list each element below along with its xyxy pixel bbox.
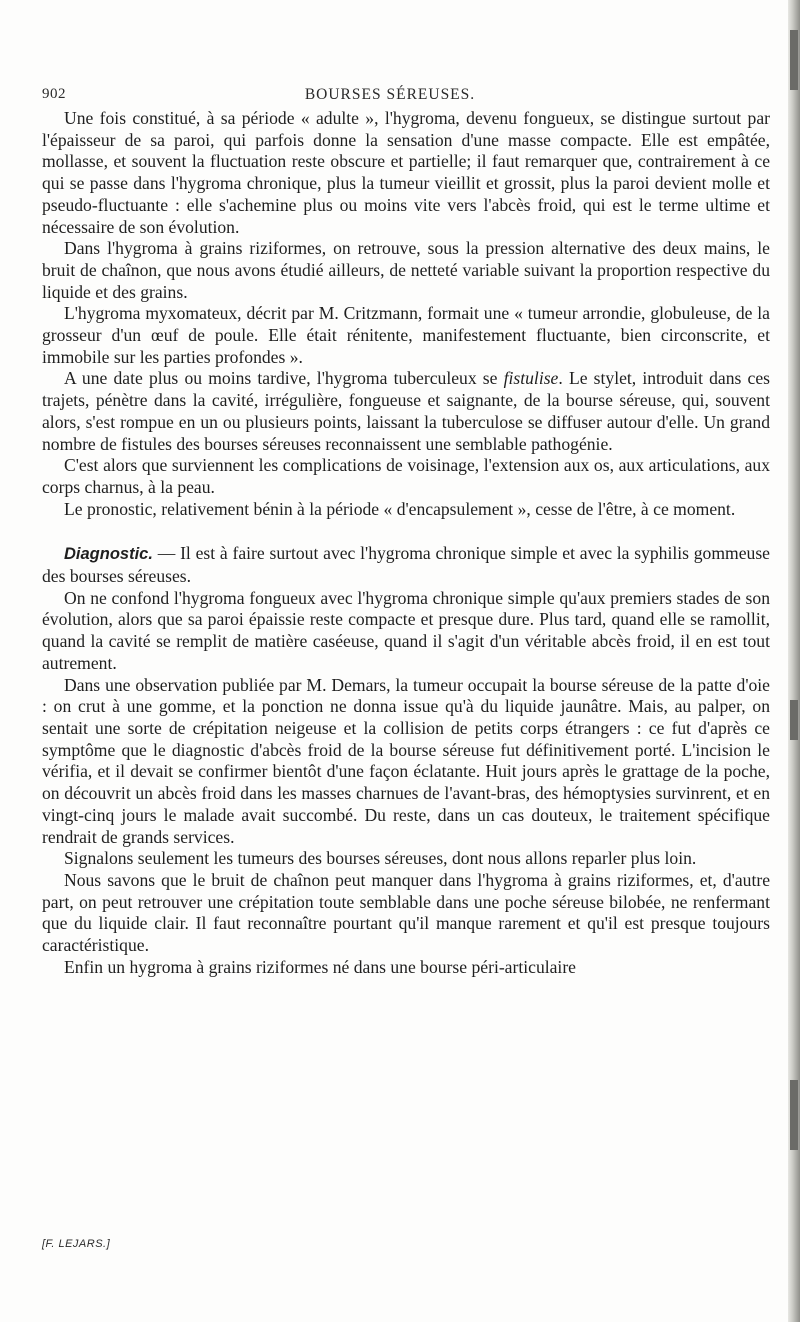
paragraph-tumors: Signalons seulement les tumeurs des bourses séreuses, dont nous allons reparler plus loin. xyxy=(64,848,697,869)
paragraph-complications: C'est alors que surviennent les complications de voisinage, l'extension aux os, aux articulations, aux corps charnus, à la peau. xyxy=(42,455,770,497)
paragraph-prognosis: Le pronostic, relativement bénin à la période « d'encapsulement », cesse de l'être, à ce moment. xyxy=(64,498,736,519)
page-number: 902 xyxy=(42,86,66,102)
paragraph-chain-noise: Nous savons que le bruit de chaînon peut manquer dans l'hygroma à grains riziformes, et, d'autre part, on peut retrouver une crépitation toute semblable dans une poche séreuse bilobée, ne renfermant que du liquide clair. Il faut reconnaître pourtant qu'il manque rarement et qu'il est presque toujours caractéristique. xyxy=(42,869,770,956)
paragraph-fistulisation xyxy=(42,368,770,455)
page-edge-shadow xyxy=(790,700,798,740)
section-gap xyxy=(42,520,770,543)
paragraph-periarticular: Enfin un hygroma à grains riziformes né dans une bourse péri-articulaire xyxy=(64,956,576,977)
paragraph-text: — Il est à faire surtout avec l'hygroma chronique simple et avec la syphilis gommeuse des bourses séreuses. xyxy=(42,543,770,587)
page-edge-shadow xyxy=(790,30,798,90)
section-heading-diagnostic: Diagnostic. xyxy=(64,545,153,564)
paragraph-fungous-stage: Une fois constitué, à sa période « adulte », l'hygroma, devenu fongueux, se distingue surtout par l'épaisseur de sa paroi, qui parfois donne la sensation d'une masse compacte. Elle est empâtée, mollasse, et souvent la fluctuation reste obscure et partielle; il faut remarquer que, contrairement à ce qui se passe dans l'hygroma chronique, plus la tumeur vieillit et grossit, plus la paroi devient molle et pseudo-fluctuante : elle s'achemine plus ou moins vite vers l'abcès froid, qui est le terme ultime et nécessaire de son évolution. xyxy=(42,108,770,237)
page-edge xyxy=(788,0,800,1322)
paragraph-myxomatous: L'hygroma myxomateux, décrit par M. Critzmann, formait une « tumeur arrondie, globuleuse, de la grosseur d'un œuf de poule. Elle était rénitente, manifestement fluctuante, bien circonscrite, et immobile sur les parties profondes ». xyxy=(42,303,770,367)
page-header xyxy=(0,86,800,108)
paragraph-rice-grains: Dans l'hygroma à grains riziformes, on retrouve, sous la pression alternative des deux mains, le bruit de chaînon, que nous avons étudié ailleurs, de netteté variable suivant la proportion respective du liquide et des grains. xyxy=(42,238,770,302)
running-head: BOURSES SÉREUSES. xyxy=(304,86,476,103)
body-text xyxy=(42,108,770,978)
paragraph-demars-observation: Dans une observation publiée par M. Demars, la tumeur occupait la bourse séreuse de la patte d'oie : on crut à une gomme, et la ponction ne donna issue qu'à du liquide jaunâtre. Mais, au palper, on sentait une sorte de crépitation neigeuse et la collision de petits corps étrangers : ce fut d'après ce symptôme que le diagnostic d'abcès froid de la bourse séreuse fut définitivement porté. L'incision le vérifia, et il devait se confirmer bientôt d'une façon éclatante. Huit jours après le grattage de la poche, on découvrit un abcès froid dans les masses charnues de l'avant-bras, des hémoptysies survinrent, et en vingt-cinq jours le malade avait succombé. Du reste, dans un cas douteux, le traitement spécifique rendrait de grands services. xyxy=(42,674,770,847)
paragraph-confusion: On ne confond l'hygroma fongueux avec l'hygroma chronique simple qu'aux premiers stades de son évolution, alors que sa paroi épaissie reste compacte et presque dure. Plus tard, quand elle se ramollit, quand la cavité se remplit de matière caséeuse, quand il s'agit d'un véritable abcès froid, il en est tout autrement. xyxy=(42,587,770,673)
italic-term: fistulise xyxy=(503,368,559,389)
footer-signature: [F. LEJARS.] xyxy=(42,1238,111,1250)
paragraph-diagnostic xyxy=(42,543,770,587)
paragraph-text: . Le stylet, introduit dans ces trajets, pénètre dans la cavité, irrégulière, fongueuse et saignante, de la bourse séreuse, qui, souvent alors, s'est rompue en un ou plusieurs points, laissant la tuberculose se diffuser autour d'elle. Un grand nombre de fistules des bourses séreuses reconnaissent une semblable pathogénie. xyxy=(42,368,771,454)
paragraph-text: A une date plus ou moins tardive, l'hygroma tuberculeux se xyxy=(64,368,504,389)
page-edge-shadow xyxy=(790,1080,798,1150)
